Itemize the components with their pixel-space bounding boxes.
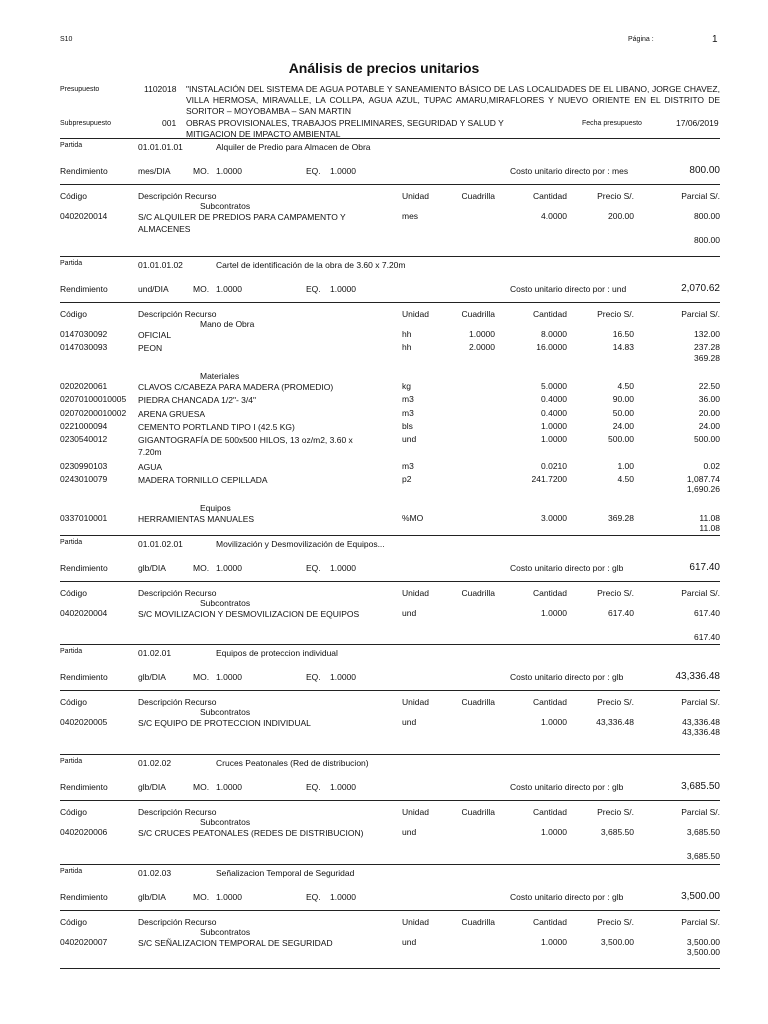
col-codigo: Código <box>60 917 87 927</box>
col-cuadrilla: Cuadrilla <box>461 807 495 817</box>
resource-precio: 90.00 <box>612 394 634 405</box>
presupuesto-label: Presupuesto <box>60 86 100 93</box>
mo-value: 1.0000 <box>216 782 242 792</box>
costo-label: Costo unitario directo por : glb <box>510 892 624 902</box>
resource-precio: 24.00 <box>612 420 634 431</box>
mo-label: MO. <box>193 782 210 792</box>
resource-cantidad: 16.0000 <box>536 342 567 353</box>
col-cantidad: Cantidad <box>532 807 567 817</box>
col-precio: Precio S/. <box>597 309 634 319</box>
costo-value: 43,336.48 <box>675 671 720 682</box>
rendimiento-unit: glb/DIA <box>138 892 166 902</box>
eq-value: 1.0000 <box>330 166 356 176</box>
resource-parcial: 800.00 <box>694 211 720 221</box>
col-cantidad: Cantidad <box>532 309 567 319</box>
resource-description: CLAVOS C/CABEZA PARA MADERA (PROMEDIO) <box>138 381 334 392</box>
partida-name: Cruces Peatonales (Red de distribucion) <box>216 758 369 768</box>
eq-label: EQ. <box>306 892 321 902</box>
costo-label: Costo unitario directo por : glb <box>510 782 624 792</box>
resource-code: 0230990103 <box>60 460 108 471</box>
group-subtotal: 800.00 <box>694 234 720 245</box>
partida-top-rule <box>60 754 720 755</box>
partida-name: Movilización y Desmovilización de Equipos... <box>216 539 385 549</box>
partida-label: Partida <box>60 758 83 765</box>
resource-cantidad: 1.0000 <box>541 608 567 618</box>
partida-top-rule <box>60 864 720 865</box>
partida-name: Equipos de proteccion individual <box>216 648 338 658</box>
partida-name: Alquiler de Predio para Almacen de Obra <box>216 142 371 152</box>
resource-cantidad: 1.0000 <box>541 717 567 727</box>
resource-description: S/C CRUCES PEATONALES (REDES DE DISTRIBUCION) <box>138 828 364 838</box>
resource-code: 0402020006 <box>60 827 108 837</box>
resource-code: 0402020004 <box>60 608 108 618</box>
group-subtotal: 617.40 <box>694 631 720 642</box>
eq-label: EQ. <box>306 284 321 294</box>
eq-value: 1.0000 <box>330 563 356 573</box>
resource-code: 0402020014 <box>60 211 108 221</box>
partida-top-rule <box>60 256 720 257</box>
col-cuadrilla: Cuadrilla <box>461 309 495 319</box>
resource-precio: 14.83 <box>612 342 634 353</box>
header-rule <box>60 800 720 801</box>
eq-value: 1.0000 <box>330 284 356 294</box>
resource-precio: 50.00 <box>612 407 634 418</box>
header-rule <box>60 910 720 911</box>
col-descripcion: Descripción Recurso <box>138 588 217 598</box>
resource-unit: %MO <box>402 512 424 523</box>
col-parcial: Parcial S/. <box>681 588 720 598</box>
col-unidad: Unidad <box>402 588 429 598</box>
partida-label: Partida <box>60 868 83 875</box>
col-precio: Precio S/. <box>597 588 634 598</box>
resource-code: 0230540012 <box>60 434 108 445</box>
rendimiento-unit: und/DIA <box>138 284 169 294</box>
resource-unit: m3 <box>402 394 414 405</box>
col-unidad: Unidad <box>402 309 429 319</box>
costo-value: 800.00 <box>689 165 720 176</box>
rendimiento-unit: glb/DIA <box>138 672 166 682</box>
col-cuadrilla: Cuadrilla <box>461 588 495 598</box>
resource-cantidad: 1.0000 <box>541 420 567 431</box>
mo-value: 1.0000 <box>216 166 242 176</box>
resource-description: S/C SEÑALIZACION TEMPORAL DE SEGURIDAD <box>138 938 333 948</box>
group-title: Subcontratos <box>200 817 251 827</box>
eq-label: EQ. <box>306 563 321 573</box>
resource-unit: und <box>402 434 417 445</box>
rendimiento-unit: glb/DIA <box>138 563 166 573</box>
resource-parcial: 11.08 <box>699 512 720 523</box>
resource-precio: 200.00 <box>608 211 634 221</box>
resource-precio: 369.28 <box>608 512 634 523</box>
mo-label: MO. <box>193 672 210 682</box>
resource-description: OFICIAL <box>138 330 172 340</box>
mo-value: 1.0000 <box>216 672 242 682</box>
resource-parcial: 22.50 <box>698 380 720 391</box>
resource-description: PEON <box>138 343 163 354</box>
partida-code: 01.01.02.01 <box>138 539 183 549</box>
costo-label: Costo unitario directo por : und <box>510 284 627 294</box>
resource-precio: 4.50 <box>617 380 634 391</box>
rendimiento-label: Rendimiento <box>60 782 108 792</box>
resource-description: AGUA <box>138 461 163 472</box>
group-subtotal: 1,690.26 <box>686 484 720 495</box>
mo-label: MO. <box>193 166 210 176</box>
resource-parcial: 3,685.50 <box>686 827 720 837</box>
col-codigo: Código <box>60 588 87 598</box>
col-unidad: Unidad <box>402 697 429 707</box>
group-title: Subcontratos <box>200 598 251 608</box>
col-parcial: Parcial S/. <box>681 697 720 707</box>
group-title: Subcontratos <box>200 927 251 937</box>
col-parcial: Parcial S/. <box>681 191 720 201</box>
resource-parcial: 43,336.48 <box>682 717 720 727</box>
partida-label: Partida <box>60 648 83 655</box>
col-precio: Precio S/. <box>597 917 634 927</box>
mo-label: MO. <box>193 284 210 294</box>
mo-label: MO. <box>193 563 210 573</box>
resource-precio: 43,336.48 <box>596 717 634 727</box>
resource-parcial: 36.00 <box>698 394 720 405</box>
col-descripcion: Descripción Recurso <box>138 697 217 707</box>
costo-value: 3,500.00 <box>681 891 720 902</box>
software-label: S10 <box>60 36 73 43</box>
rendimiento-label: Rendimiento <box>60 892 108 902</box>
resource-cuadrilla: 2.0000 <box>469 342 495 353</box>
group-title: Subcontratos <box>200 707 251 717</box>
resource-description: CEMENTO PORTLAND TIPO I (42.5 KG) <box>138 421 295 432</box>
resource-parcial: 24.00 <box>698 420 720 431</box>
mo-label: MO. <box>193 892 210 902</box>
resource-code: 0147030092 <box>60 329 108 339</box>
costo-value: 2,070.62 <box>681 283 720 294</box>
subpresupuesto-code: 001 <box>162 118 177 128</box>
resource-cantidad: 1.0000 <box>541 827 567 837</box>
resource-unit: p2 <box>402 474 412 484</box>
resource-unit: bls <box>402 420 413 431</box>
partida-label: Partida <box>60 539 83 546</box>
resource-description: GIGANTOGRAFÍA DE 500x500 HILOS, 13 oz/m2, 3.60 x 7.20m <box>138 435 353 458</box>
header-rule <box>60 302 720 303</box>
header-rule <box>60 581 720 582</box>
col-unidad: Unidad <box>402 917 429 927</box>
eq-label: EQ. <box>306 782 321 792</box>
resource-parcial: 20.00 <box>698 407 720 418</box>
resource-parcial: 3,500.00 <box>686 937 720 947</box>
resource-unit: kg <box>402 380 411 391</box>
resource-precio: 4.50 <box>617 474 634 484</box>
col-descripcion: Descripción Recurso <box>138 309 217 319</box>
costo-label: Costo unitario directo por : glb <box>510 563 624 573</box>
group-title: Mano de Obra <box>200 319 255 329</box>
resource-parcial: 132.00 <box>694 329 720 339</box>
col-parcial: Parcial S/. <box>681 807 720 817</box>
col-cuadrilla: Cuadrilla <box>461 191 495 201</box>
resource-code: 02070200010002 <box>60 407 127 418</box>
header-rule <box>60 184 720 185</box>
resource-cantidad: 8.0000 <box>541 329 567 339</box>
group-subtotal: 43,336.48 <box>682 727 720 738</box>
resource-cuadrilla: 1.0000 <box>469 329 495 339</box>
resource-cantidad: 0.4000 <box>541 394 567 405</box>
col-cuadrilla: Cuadrilla <box>461 697 495 707</box>
resource-parcial: 237.28 <box>694 342 720 353</box>
resource-unit: hh <box>402 342 412 353</box>
resource-cantidad: 241.7200 <box>531 474 567 484</box>
resource-cantidad: 3.0000 <box>541 512 567 523</box>
presupuesto-description: "INSTALACIÓN DEL SISTEMA DE AGUA POTABLE Y SANEAMIENTO BÁSICO DE LAS LOCALIDADES DE EL LIBANO, JORGE CHAVEZ, VILLA HERMOSA, MIRAVALLE, LA COLLPA, AGUA AZUL, TUPAC AMARU,MIRAFLORES Y NUEVO ORIENTE EN EL DISTRITO DE SORITOR – MOYOBAMBA – SAN MARTIN <box>186 84 720 116</box>
col-unidad: Unidad <box>402 807 429 817</box>
resource-precio: 3,685.50 <box>600 827 634 837</box>
group-subtotal: 369.28 <box>694 352 720 363</box>
rendimiento-label: Rendimiento <box>60 672 108 682</box>
resource-parcial: 500.00 <box>694 434 720 445</box>
resource-parcial: 617.40 <box>694 608 720 618</box>
resource-code: 0243010079 <box>60 474 108 484</box>
mo-value: 1.0000 <box>216 563 242 573</box>
resource-description: ARENA GRUESA <box>138 408 206 419</box>
resource-code: 0402020005 <box>60 717 108 727</box>
group-title: Materiales <box>200 370 240 381</box>
resource-cantidad: 0.4000 <box>541 407 567 418</box>
partida-label: Partida <box>60 142 83 149</box>
group-subtotal: 3,685.50 <box>686 850 720 861</box>
resource-unit: m3 <box>402 407 414 418</box>
col-cantidad: Cantidad <box>532 191 567 201</box>
col-unidad: Unidad <box>402 191 429 201</box>
col-cantidad: Cantidad <box>532 917 567 927</box>
resource-code: 0221000094 <box>60 420 108 431</box>
costo-value: 617.40 <box>689 562 720 573</box>
col-cantidad: Cantidad <box>532 588 567 598</box>
presupuesto-code: 1102018 <box>144 84 177 94</box>
partida-code: 01.02.03 <box>138 868 172 878</box>
group-title: Equipos <box>200 502 231 513</box>
subpresupuesto-label: Subpresupuesto <box>60 120 111 127</box>
resource-code: 0337010001 <box>60 512 108 523</box>
partida-code: 01.01.01.01 <box>138 142 183 152</box>
resource-description: S/C MOVILIZACION Y DESMOVILIZACION DE EQUIPOS <box>138 609 360 619</box>
col-parcial: Parcial S/. <box>681 309 720 319</box>
resource-unit: mes <box>402 211 419 221</box>
resource-description: MADERA TORNILLO CEPILLADA <box>138 475 268 485</box>
bottom-rule <box>60 968 720 969</box>
page-label: Página : <box>628 36 654 43</box>
subpresupuesto-description: OBRAS PROVISIONALES, TRABAJOS PRELIMINARES, SEGURIDAD Y SALUD Y MITIGACION DE IMPACTO AMBIENTAL <box>186 118 504 139</box>
group-subtotal: 11.08 <box>699 522 720 533</box>
eq-label: EQ. <box>306 672 321 682</box>
mo-value: 1.0000 <box>216 892 242 902</box>
eq-value: 1.0000 <box>330 672 356 682</box>
col-codigo: Código <box>60 191 87 201</box>
resource-description: PIEDRA CHANCADA 1/2"- 3/4" <box>138 395 256 406</box>
group-title: Subcontratos <box>200 201 251 211</box>
col-precio: Precio S/. <box>597 697 634 707</box>
col-codigo: Código <box>60 807 87 817</box>
resource-description: HERRAMIENTAS MANUALES <box>138 513 255 524</box>
resource-cantidad: 1.0000 <box>541 434 567 445</box>
page-number: 1 <box>712 34 718 45</box>
resource-unit: und <box>402 717 417 727</box>
col-codigo: Código <box>60 697 87 707</box>
resource-cantidad: 4.0000 <box>541 211 567 221</box>
resource-code: 0202020061 <box>60 380 108 391</box>
partida-label: Partida <box>60 260 83 267</box>
eq-value: 1.0000 <box>330 892 356 902</box>
resource-unit: und <box>402 827 417 837</box>
rendimiento-unit: mes/DIA <box>138 166 171 176</box>
resource-parcial: 0.02 <box>703 460 720 471</box>
partida-code: 01.02.02 <box>138 758 172 768</box>
resource-code: 02070100010005 <box>60 394 127 405</box>
resource-code: 0402020007 <box>60 937 108 947</box>
resource-precio: 3,500.00 <box>600 937 634 947</box>
costo-label: Costo unitario directo por : mes <box>510 166 629 176</box>
eq-label: EQ. <box>306 166 321 176</box>
col-precio: Precio S/. <box>597 191 634 201</box>
resource-description: S/C EQUIPO DE PROTECCION INDIVIDUAL <box>138 718 311 728</box>
resource-unit: m3 <box>402 460 414 471</box>
fecha-label: Fecha presupuesto <box>582 120 642 127</box>
col-descripcion: Descripción Recurso <box>138 917 217 927</box>
partida-name: Señalizacion Temporal de Seguridad <box>216 868 355 878</box>
rendimiento-label: Rendimiento <box>60 563 108 573</box>
resource-cantidad: 5.0000 <box>541 380 567 391</box>
rendimiento-unit: glb/DIA <box>138 782 166 792</box>
partida-code: 01.02.01 <box>138 648 172 658</box>
group-subtotal: 3,500.00 <box>686 947 720 958</box>
eq-value: 1.0000 <box>330 782 356 792</box>
rendimiento-label: Rendimiento <box>60 166 108 176</box>
resource-unit: und <box>402 937 417 947</box>
partida-top-rule <box>60 535 720 536</box>
col-codigo: Código <box>60 309 87 319</box>
resource-parcial: 1,087.74 <box>686 474 720 484</box>
col-parcial: Parcial S/. <box>681 917 720 927</box>
resource-cantidad: 0.0210 <box>541 460 567 471</box>
col-precio: Precio S/. <box>597 807 634 817</box>
resource-unit: und <box>402 608 417 618</box>
partida-top-rule <box>60 644 720 645</box>
col-cuadrilla: Cuadrilla <box>461 917 495 927</box>
page-title: Análisis de precios unitarios <box>288 60 480 76</box>
col-descripcion: Descripción Recurso <box>138 191 217 201</box>
resource-precio: 1.00 <box>617 460 634 471</box>
header-rule <box>60 690 720 691</box>
col-cantidad: Cantidad <box>532 697 567 707</box>
partida-name: Cartel de identificación de la obra de 3.60 x 7.20m <box>216 260 406 270</box>
resource-unit: hh <box>402 329 412 339</box>
resource-code: 0147030093 <box>60 342 108 353</box>
mo-value: 1.0000 <box>216 284 242 294</box>
fecha-value: 17/06/2019 <box>676 118 719 128</box>
resource-description: S/C ALQUILER DE PREDIOS PARA CAMPAMENTO Y ALMACENES <box>138 212 346 234</box>
costo-value: 3,685.50 <box>681 781 720 792</box>
partida-code: 01.01.01.02 <box>138 260 183 270</box>
costo-label: Costo unitario directo por : glb <box>510 672 624 682</box>
partida-top-rule <box>60 138 720 139</box>
resource-precio: 16.50 <box>612 329 634 339</box>
col-descripcion: Descripción Recurso <box>138 807 217 817</box>
resource-cantidad: 1.0000 <box>541 937 567 947</box>
resource-precio: 500.00 <box>608 434 634 445</box>
resource-precio: 617.40 <box>608 608 634 618</box>
rendimiento-label: Rendimiento <box>60 284 108 294</box>
